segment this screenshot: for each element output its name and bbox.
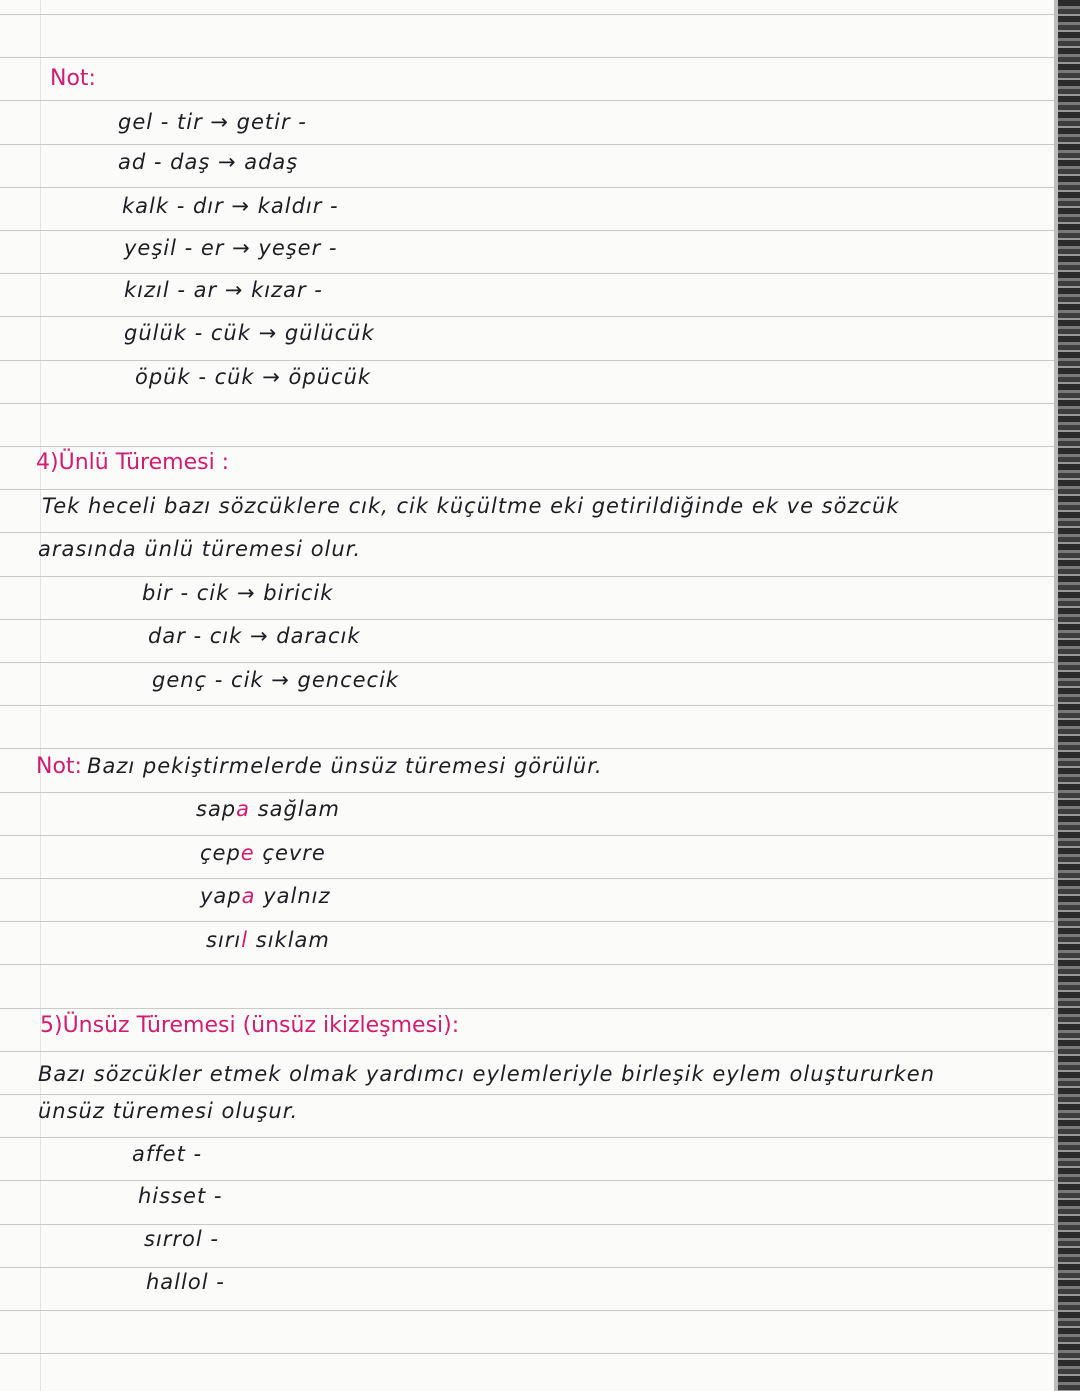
example-line: dar - cık → daracık [148, 624, 361, 648]
word-part: çep [200, 841, 241, 865]
ruled-line [0, 878, 1058, 879]
ruled-line [0, 360, 1058, 361]
section-title: Ünlü Türemesi : [58, 450, 230, 475]
body-line: arasında ünlü türemesi olur. [38, 537, 362, 561]
section-5-heading: 5)Ünsüz Türemesi (ünsüz ikizleşmesi): [40, 1013, 460, 1038]
word-part: yap [200, 884, 242, 908]
ruled-line [0, 187, 1058, 188]
ruled-line [0, 1310, 1058, 1311]
word-part: sıklam [248, 928, 330, 952]
ruled-line [0, 100, 1058, 101]
highlighted-letter: e [240, 841, 255, 865]
ruled-line [0, 57, 1058, 58]
ruled-line [0, 662, 1058, 663]
example-line: yeşil - er → yeşer - [124, 236, 338, 260]
example-line [196, 797, 340, 821]
ruled-line [0, 230, 1058, 231]
ruled-line [0, 14, 1058, 15]
highlighted-letter: a [241, 884, 256, 908]
example-line [200, 884, 331, 908]
example-line: gülük - cük → gülücük [124, 321, 375, 345]
highlighted-letter: a [236, 797, 251, 821]
note-2 [36, 754, 603, 779]
ruled-line [0, 532, 1058, 533]
ruled-line [0, 1267, 1058, 1268]
ruled-line [0, 1180, 1058, 1181]
ruled-line [0, 921, 1058, 922]
ruled-line [0, 1137, 1058, 1138]
ruled-line [0, 619, 1058, 620]
example-line: kızıl - ar → kızar - [124, 278, 323, 302]
example-line [200, 841, 326, 865]
example-line: sırrol - [144, 1227, 219, 1251]
ruled-line [0, 144, 1058, 145]
margin-line [40, 0, 41, 1391]
example-line: genç - cik → gencecik [152, 668, 400, 692]
ruled-line [0, 792, 1058, 793]
ruled-line [0, 576, 1058, 577]
word-part: yalnız [255, 884, 331, 908]
ruled-line [0, 446, 1058, 447]
notebook-edge [1058, 0, 1080, 1391]
example-line: ad - daş → adaş [118, 150, 299, 174]
example-line: affet - [132, 1142, 203, 1166]
body-line: ünsüz türemesi oluşur. [38, 1099, 299, 1123]
example-line: gel - tir → getir - [118, 110, 307, 134]
ruled-line [0, 705, 1058, 706]
ruled-line [0, 316, 1058, 317]
ruled-line [0, 403, 1058, 404]
ruled-line [0, 1353, 1058, 1354]
example-line [206, 928, 330, 952]
ruled-line [0, 1008, 1058, 1009]
ruled-line [0, 489, 1058, 490]
word-part: sağlam [250, 797, 340, 821]
ruled-line [0, 273, 1058, 274]
example-line: bir - cik → biricik [142, 581, 334, 605]
example-line: hallol - [146, 1270, 225, 1294]
note-heading: Not: [50, 66, 96, 91]
ruled-line [0, 1224, 1058, 1225]
body-line: Tek heceli bazı sözcüklere cık, cik küçültme eki getirildiğinde ek ve sözcük [42, 494, 900, 518]
body-line: Bazı sözcükler etmek olmak yardımcı eylemleriyle birleşik eylem oluştururken [38, 1062, 935, 1086]
ruled-line [0, 1094, 1058, 1095]
example-line: hisset - [138, 1184, 223, 1208]
note-text: Bazı pekiştirmelerde ünsüz türemesi görülür. [87, 754, 603, 778]
ruled-line [0, 1051, 1058, 1052]
word-part: sap [196, 797, 237, 821]
section-4-heading [36, 450, 229, 475]
highlighted-letter: l [241, 928, 249, 952]
section-number: 4) [36, 450, 59, 475]
note-heading: Not: [36, 754, 82, 779]
example-line: kalk - dır → kaldır - [122, 194, 339, 218]
example-line: öpük - cük → öpücük [135, 365, 372, 389]
ruled-line [0, 964, 1058, 965]
ruled-line [0, 748, 1058, 749]
ruled-line [0, 835, 1058, 836]
word-part: sırı [206, 928, 242, 952]
word-part: çevre [254, 841, 326, 865]
